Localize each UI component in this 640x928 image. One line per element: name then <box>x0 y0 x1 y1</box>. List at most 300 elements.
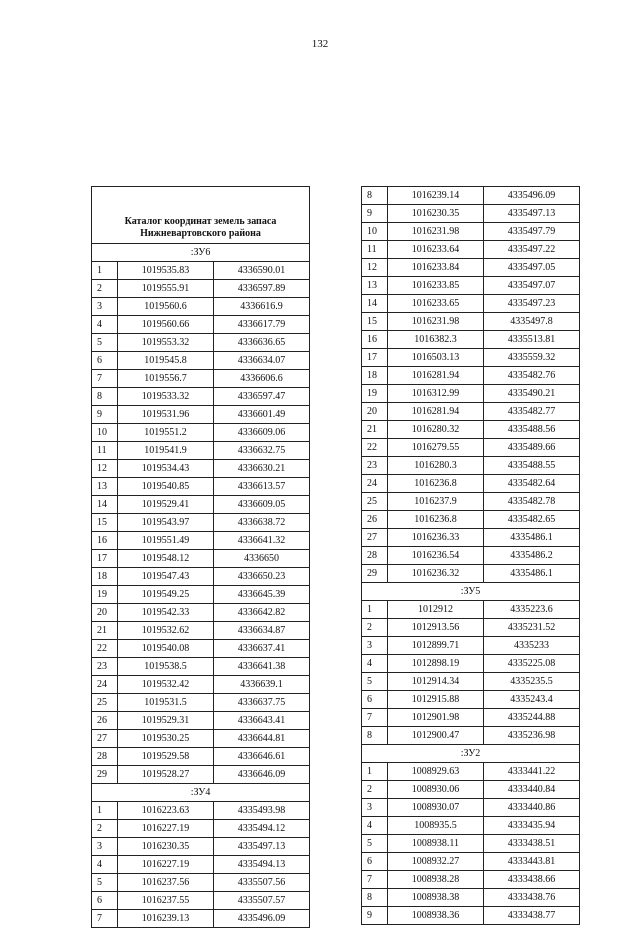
y-coordinate: 4335231.52 <box>484 619 580 637</box>
x-coordinate: 1019533.32 <box>118 388 214 406</box>
coordinate-row <box>362 655 580 673</box>
y-coordinate: 4335559.32 <box>484 349 580 367</box>
x-coordinate: 1016233.65 <box>388 295 484 313</box>
point-number: 7 <box>362 871 388 889</box>
catalog-title: Каталог координат земель запаса Нижневартовского района <box>92 187 310 244</box>
y-coordinate: 4335482.65 <box>484 511 580 529</box>
y-coordinate: 4335486.1 <box>484 529 580 547</box>
coordinate-row <box>362 835 580 853</box>
catalog-title-row <box>92 187 310 244</box>
x-coordinate: 1019531.96 <box>118 406 214 424</box>
coordinate-row <box>92 730 310 748</box>
point-number: 3 <box>92 838 118 856</box>
coordinate-row <box>362 853 580 871</box>
point-number: 6 <box>362 691 388 709</box>
point-number: 23 <box>362 457 388 475</box>
y-coordinate: 4335496.09 <box>484 187 580 205</box>
x-coordinate: 1019555.91 <box>118 280 214 298</box>
coordinate-row <box>362 205 580 223</box>
coordinate-row <box>362 763 580 781</box>
coordinate-row <box>362 511 580 529</box>
coordinate-row <box>92 748 310 766</box>
x-coordinate: 1016237.9 <box>388 493 484 511</box>
coordinate-row <box>92 658 310 676</box>
point-number: 16 <box>92 532 118 550</box>
coordinate-row <box>92 424 310 442</box>
y-coordinate: 4336597.89 <box>214 280 310 298</box>
coordinate-row <box>92 676 310 694</box>
y-coordinate: 4335486.2 <box>484 547 580 565</box>
x-coordinate: 1008938.11 <box>388 835 484 853</box>
x-coordinate: 1016503.13 <box>388 349 484 367</box>
x-coordinate: 1008932.27 <box>388 853 484 871</box>
point-number: 10 <box>92 424 118 442</box>
x-coordinate: 1012899.71 <box>388 637 484 655</box>
coordinate-row <box>362 223 580 241</box>
coordinate-row <box>92 892 310 910</box>
x-coordinate: 1019531.5 <box>118 694 214 712</box>
y-coordinate: 4336617.79 <box>214 316 310 334</box>
x-coordinate: 1016227.19 <box>118 856 214 874</box>
point-number: 4 <box>92 856 118 874</box>
coordinate-row <box>362 403 580 421</box>
x-coordinate: 1019560.6 <box>118 298 214 316</box>
coordinate-row <box>92 370 310 388</box>
x-coordinate: 1019547.43 <box>118 568 214 586</box>
x-coordinate: 1016236.8 <box>388 511 484 529</box>
y-coordinate: 4336646.09 <box>214 766 310 784</box>
point-number: 4 <box>362 655 388 673</box>
y-coordinate: 4335482.78 <box>484 493 580 511</box>
y-coordinate: 4335489.66 <box>484 439 580 457</box>
y-coordinate: 4335243.4 <box>484 691 580 709</box>
coordinate-row <box>362 799 580 817</box>
coordinate-row <box>362 565 580 583</box>
coordinate-row <box>92 910 310 928</box>
x-coordinate: 1019534.43 <box>118 460 214 478</box>
coordinate-row <box>92 766 310 784</box>
y-coordinate: 4335497.8 <box>484 313 580 331</box>
coordinate-row <box>92 586 310 604</box>
y-coordinate: 4333441.22 <box>484 763 580 781</box>
point-number: 4 <box>362 817 388 835</box>
coordinate-row <box>92 532 310 550</box>
x-coordinate: 1016230.35 <box>388 205 484 223</box>
y-coordinate: 4336634.07 <box>214 352 310 370</box>
coordinate-row <box>92 460 310 478</box>
coordinate-row <box>92 802 310 820</box>
coordinate-row <box>362 241 580 259</box>
y-coordinate: 4335496.09 <box>214 910 310 928</box>
x-coordinate: 1019543.97 <box>118 514 214 532</box>
coordinate-row <box>92 856 310 874</box>
y-coordinate: 4336638.72 <box>214 514 310 532</box>
coordinate-row <box>92 478 310 496</box>
point-number: 6 <box>362 853 388 871</box>
y-coordinate: 4335223.6 <box>484 601 580 619</box>
point-number: 3 <box>362 637 388 655</box>
coordinate-row <box>92 442 310 460</box>
coordinate-row <box>362 187 580 205</box>
x-coordinate: 1016280.32 <box>388 421 484 439</box>
coordinate-catalog-left <box>91 186 310 928</box>
x-coordinate: 1016239.13 <box>118 910 214 928</box>
coordinate-row <box>362 259 580 277</box>
parcel-header: :ЗУ2 <box>362 745 580 763</box>
point-number: 25 <box>362 493 388 511</box>
point-number: 10 <box>362 223 388 241</box>
coordinate-row <box>92 694 310 712</box>
point-number: 7 <box>92 910 118 928</box>
coordinate-row <box>92 496 310 514</box>
x-coordinate: 1016281.94 <box>388 367 484 385</box>
point-number: 28 <box>362 547 388 565</box>
point-number: 17 <box>92 550 118 568</box>
point-number: 19 <box>362 385 388 403</box>
coordinate-catalog-right <box>361 186 580 925</box>
y-coordinate: 4336637.75 <box>214 694 310 712</box>
parcel-header: :ЗУ4 <box>92 784 310 802</box>
point-number: 21 <box>362 421 388 439</box>
coordinate-row <box>92 568 310 586</box>
x-coordinate: 1016230.35 <box>118 838 214 856</box>
point-number: 5 <box>362 835 388 853</box>
x-coordinate: 1019548.12 <box>118 550 214 568</box>
coordinate-row <box>92 640 310 658</box>
y-coordinate: 4336609.06 <box>214 424 310 442</box>
y-coordinate: 4335493.98 <box>214 802 310 820</box>
y-coordinate: 4335513.81 <box>484 331 580 349</box>
x-coordinate: 1016233.84 <box>388 259 484 277</box>
point-number: 1 <box>362 763 388 781</box>
coordinate-row <box>362 475 580 493</box>
x-coordinate: 1016236.8 <box>388 475 484 493</box>
coordinate-row <box>92 820 310 838</box>
x-coordinate: 1019551.2 <box>118 424 214 442</box>
point-number: 7 <box>92 370 118 388</box>
x-coordinate: 1008929.63 <box>388 763 484 781</box>
y-coordinate: 4336613.57 <box>214 478 310 496</box>
parcel-header-row <box>92 244 310 262</box>
y-coordinate: 4336590.01 <box>214 262 310 280</box>
x-coordinate: 1016237.55 <box>118 892 214 910</box>
y-coordinate: 4333438.76 <box>484 889 580 907</box>
coordinate-row <box>362 673 580 691</box>
point-number: 24 <box>362 475 388 493</box>
y-coordinate: 4333440.86 <box>484 799 580 817</box>
coordinate-row <box>362 457 580 475</box>
y-coordinate: 4335233 <box>484 637 580 655</box>
coordinate-row <box>92 406 310 424</box>
y-coordinate: 4336641.38 <box>214 658 310 676</box>
coordinate-row <box>92 334 310 352</box>
x-coordinate: 1008938.28 <box>388 871 484 889</box>
x-coordinate: 1012898.19 <box>388 655 484 673</box>
coordinate-row <box>362 421 580 439</box>
point-number: 12 <box>362 259 388 277</box>
coordinate-row <box>362 367 580 385</box>
x-coordinate: 1016236.32 <box>388 565 484 583</box>
y-coordinate: 4336606.6 <box>214 370 310 388</box>
y-coordinate: 4335497.23 <box>484 295 580 313</box>
x-coordinate: 1019540.08 <box>118 640 214 658</box>
coordinate-row <box>92 838 310 856</box>
coordinate-row <box>92 316 310 334</box>
coordinate-row <box>362 907 580 925</box>
point-number: 24 <box>92 676 118 694</box>
x-coordinate: 1016279.55 <box>388 439 484 457</box>
coordinate-row <box>362 817 580 835</box>
y-coordinate: 4335497.79 <box>484 223 580 241</box>
y-coordinate: 4335497.07 <box>484 277 580 295</box>
y-coordinate: 4336643.41 <box>214 712 310 730</box>
y-coordinate: 4336650.23 <box>214 568 310 586</box>
x-coordinate: 1019529.58 <box>118 748 214 766</box>
point-number: 2 <box>92 280 118 298</box>
x-coordinate: 1019541.9 <box>118 442 214 460</box>
y-coordinate: 4336630.21 <box>214 460 310 478</box>
point-number: 5 <box>362 673 388 691</box>
point-number: 13 <box>92 478 118 496</box>
y-coordinate: 4333438.66 <box>484 871 580 889</box>
point-number: 14 <box>362 295 388 313</box>
parcel-header-row <box>362 583 580 601</box>
y-coordinate: 4333435.94 <box>484 817 580 835</box>
parcel-header: :ЗУ5 <box>362 583 580 601</box>
point-number: 6 <box>92 892 118 910</box>
point-number: 11 <box>92 442 118 460</box>
coordinate-row <box>362 601 580 619</box>
coordinate-row <box>362 385 580 403</box>
x-coordinate: 1008930.06 <box>388 781 484 799</box>
coordinate-row <box>362 781 580 799</box>
y-coordinate: 4335486.1 <box>484 565 580 583</box>
point-number: 6 <box>92 352 118 370</box>
y-coordinate: 4335494.12 <box>214 820 310 838</box>
y-coordinate: 4336642.82 <box>214 604 310 622</box>
y-coordinate: 4336646.61 <box>214 748 310 766</box>
point-number: 3 <box>92 298 118 316</box>
x-coordinate: 1012912 <box>388 601 484 619</box>
y-coordinate: 4336634.87 <box>214 622 310 640</box>
x-coordinate: 1016281.94 <box>388 403 484 421</box>
point-number: 25 <box>92 694 118 712</box>
point-number: 3 <box>362 799 388 817</box>
x-coordinate: 1019556.7 <box>118 370 214 388</box>
page-number: 132 <box>311 38 329 50</box>
y-coordinate: 4335507.56 <box>214 874 310 892</box>
x-coordinate: 1016223.63 <box>118 802 214 820</box>
y-coordinate: 4336644.81 <box>214 730 310 748</box>
x-coordinate: 1016231.98 <box>388 313 484 331</box>
y-coordinate: 4335497.22 <box>484 241 580 259</box>
x-coordinate: 1008930.07 <box>388 799 484 817</box>
x-coordinate: 1019529.41 <box>118 496 214 514</box>
y-coordinate: 4336639.1 <box>214 676 310 694</box>
coordinate-row <box>92 262 310 280</box>
y-coordinate: 4336609.05 <box>214 496 310 514</box>
coordinate-row <box>362 439 580 457</box>
coordinate-row <box>362 727 580 745</box>
x-coordinate: 1012901.98 <box>388 709 484 727</box>
y-coordinate: 4336650 <box>214 550 310 568</box>
point-number: 8 <box>362 889 388 907</box>
coordinate-row <box>362 529 580 547</box>
x-coordinate: 1016236.33 <box>388 529 484 547</box>
point-number: 22 <box>92 640 118 658</box>
point-number: 18 <box>362 367 388 385</box>
point-number: 12 <box>92 460 118 478</box>
y-coordinate: 4335488.55 <box>484 457 580 475</box>
point-number: 8 <box>362 187 388 205</box>
y-coordinate: 4335225.08 <box>484 655 580 673</box>
x-coordinate: 1016233.64 <box>388 241 484 259</box>
x-coordinate: 1016233.85 <box>388 277 484 295</box>
y-coordinate: 4335507.57 <box>214 892 310 910</box>
x-coordinate: 1019540.85 <box>118 478 214 496</box>
point-number: 18 <box>92 568 118 586</box>
y-coordinate: 4335497.13 <box>484 205 580 223</box>
y-coordinate: 4336632.75 <box>214 442 310 460</box>
coordinate-row <box>362 295 580 313</box>
coordinate-row <box>362 277 580 295</box>
point-number: 27 <box>362 529 388 547</box>
parcel-header: :ЗУ6 <box>92 244 310 262</box>
y-coordinate: 4335236.98 <box>484 727 580 745</box>
y-coordinate: 4333440.84 <box>484 781 580 799</box>
point-number: 14 <box>92 496 118 514</box>
y-coordinate: 4335244.88 <box>484 709 580 727</box>
point-number: 8 <box>92 388 118 406</box>
y-coordinate: 4335482.77 <box>484 403 580 421</box>
x-coordinate: 1019551.49 <box>118 532 214 550</box>
coordinate-row <box>92 712 310 730</box>
point-number: 2 <box>92 820 118 838</box>
x-coordinate: 1008938.38 <box>388 889 484 907</box>
coordinate-row <box>92 514 310 532</box>
coordinate-row <box>362 619 580 637</box>
coordinate-row <box>362 493 580 511</box>
x-coordinate: 1019530.25 <box>118 730 214 748</box>
coordinate-row <box>92 280 310 298</box>
parcel-header-row <box>362 745 580 763</box>
x-coordinate: 1008938.36 <box>388 907 484 925</box>
point-number: 13 <box>362 277 388 295</box>
x-coordinate: 1019560.66 <box>118 316 214 334</box>
x-coordinate: 1019529.31 <box>118 712 214 730</box>
y-coordinate: 4333438.51 <box>484 835 580 853</box>
point-number: 5 <box>92 874 118 892</box>
y-coordinate: 4335490.21 <box>484 385 580 403</box>
coordinate-row <box>92 352 310 370</box>
coordinate-row <box>362 709 580 727</box>
point-number: 21 <box>92 622 118 640</box>
point-number: 26 <box>362 511 388 529</box>
y-coordinate: 4336616.9 <box>214 298 310 316</box>
coordinate-row <box>362 871 580 889</box>
point-number: 26 <box>92 712 118 730</box>
y-coordinate: 4336597.47 <box>214 388 310 406</box>
y-coordinate: 4333438.77 <box>484 907 580 925</box>
coordinate-row <box>362 331 580 349</box>
y-coordinate: 4336641.32 <box>214 532 310 550</box>
coordinate-row <box>92 604 310 622</box>
point-number: 22 <box>362 439 388 457</box>
coordinate-row <box>362 547 580 565</box>
y-coordinate: 4336601.49 <box>214 406 310 424</box>
coordinate-row <box>92 550 310 568</box>
point-number: 16 <box>362 331 388 349</box>
coordinate-row <box>362 349 580 367</box>
point-number: 5 <box>92 334 118 352</box>
x-coordinate: 1016236.54 <box>388 547 484 565</box>
x-coordinate: 1016382.3 <box>388 331 484 349</box>
y-coordinate: 4335235.5 <box>484 673 580 691</box>
x-coordinate: 1019553.32 <box>118 334 214 352</box>
point-number: 9 <box>362 205 388 223</box>
x-coordinate: 1016280.3 <box>388 457 484 475</box>
point-number: 8 <box>362 727 388 745</box>
x-coordinate: 1016239.14 <box>388 187 484 205</box>
point-number: 28 <box>92 748 118 766</box>
point-number: 1 <box>92 802 118 820</box>
point-number: 9 <box>92 406 118 424</box>
coordinate-row <box>362 691 580 709</box>
coordinate-row <box>362 889 580 907</box>
x-coordinate: 1016312.99 <box>388 385 484 403</box>
x-coordinate: 1019535.83 <box>118 262 214 280</box>
point-number: 1 <box>362 601 388 619</box>
coordinate-row <box>92 388 310 406</box>
coordinate-row <box>92 622 310 640</box>
y-coordinate: 4335482.64 <box>484 475 580 493</box>
point-number: 15 <box>362 313 388 331</box>
x-coordinate: 1012914.34 <box>388 673 484 691</box>
point-number: 2 <box>362 781 388 799</box>
y-coordinate: 4335482.76 <box>484 367 580 385</box>
point-number: 7 <box>362 709 388 727</box>
x-coordinate: 1019545.8 <box>118 352 214 370</box>
point-number: 1 <box>92 262 118 280</box>
point-number: 29 <box>362 565 388 583</box>
x-coordinate: 1019542.33 <box>118 604 214 622</box>
x-coordinate: 1019532.42 <box>118 676 214 694</box>
x-coordinate: 1016227.19 <box>118 820 214 838</box>
x-coordinate: 1012913.56 <box>388 619 484 637</box>
x-coordinate: 1019528.27 <box>118 766 214 784</box>
y-coordinate: 4335497.13 <box>214 838 310 856</box>
y-coordinate: 4336636.65 <box>214 334 310 352</box>
y-coordinate: 4333443.81 <box>484 853 580 871</box>
coordinate-row <box>362 637 580 655</box>
coordinate-row <box>362 313 580 331</box>
point-number: 9 <box>362 907 388 925</box>
x-coordinate: 1016231.98 <box>388 223 484 241</box>
y-coordinate: 4336645.39 <box>214 586 310 604</box>
point-number: 17 <box>362 349 388 367</box>
y-coordinate: 4335497.05 <box>484 259 580 277</box>
point-number: 29 <box>92 766 118 784</box>
point-number: 20 <box>362 403 388 421</box>
point-number: 4 <box>92 316 118 334</box>
y-coordinate: 4336637.41 <box>214 640 310 658</box>
coordinate-row <box>92 874 310 892</box>
x-coordinate: 1016237.56 <box>118 874 214 892</box>
point-number: 2 <box>362 619 388 637</box>
coordinate-row <box>92 298 310 316</box>
x-coordinate: 1019532.62 <box>118 622 214 640</box>
point-number: 27 <box>92 730 118 748</box>
